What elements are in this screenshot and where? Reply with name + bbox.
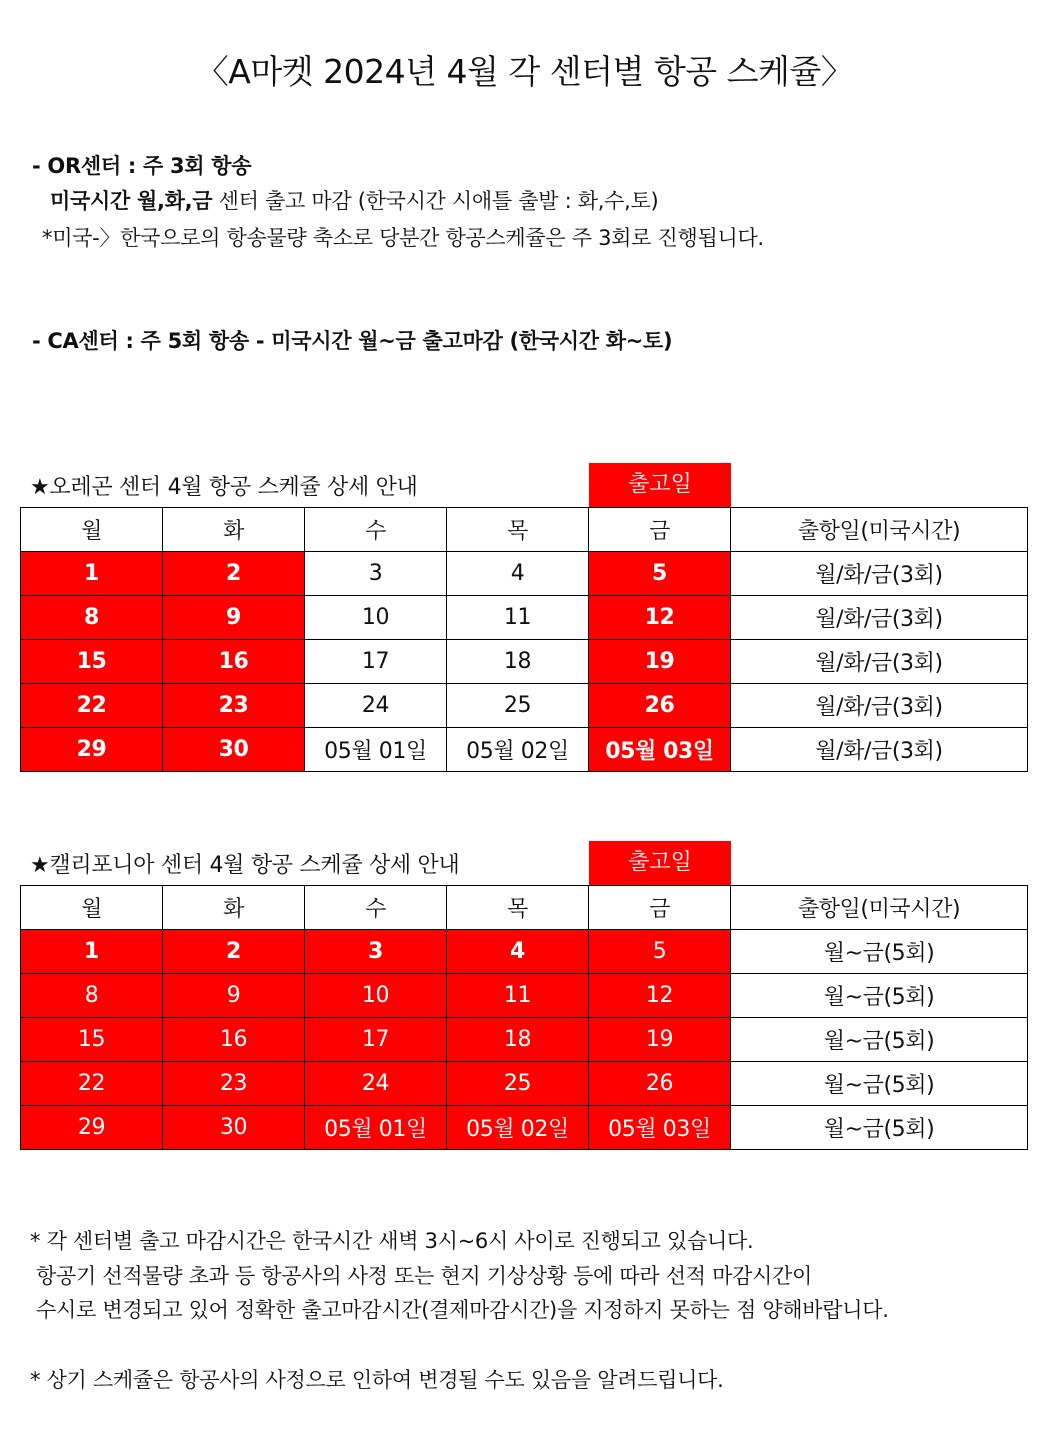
date-cell: 2 [163,930,305,974]
date-cell: 17 [305,640,447,684]
date-cell: 16 [163,1018,305,1062]
column-header: 금 [589,508,731,552]
date-cell: 8 [21,974,163,1018]
page-title: 〈A마켓 2024년 4월 각 센터별 항공 스케쥴〉 [195,52,854,91]
or-center-heading: - OR센터 : 주 3회 항송 [32,154,252,178]
date-cell: 9 [163,596,305,640]
date-cell: 10 [305,596,447,640]
date-cell: 05월 02일 [447,728,589,772]
date-cell: 26 [589,1062,731,1106]
date-cell: 05월 03일 [589,1106,731,1150]
departure-days-cell: 월/화/금(3회) [731,640,1028,684]
departure-days-cell: 월~금(5회) [731,930,1028,974]
california-ship-day-tag: 출고일 [589,841,731,885]
table-row [21,1018,1028,1062]
table-row [21,640,1028,684]
or-center-days: 미국시간 월,화,금 [50,189,213,213]
or-center-notice: *미국-〉한국으로의 항송물량 축소로 당분간 항공스케쥴은 주 3회로 진행됩니다. [42,226,764,250]
date-cell: 29 [21,728,163,772]
column-header: 월 [21,508,163,552]
column-header: 목 [447,508,589,552]
date-cell: 3 [305,552,447,596]
date-cell: 30 [163,728,305,772]
date-cell: 2 [163,552,305,596]
date-cell: 4 [447,930,589,974]
column-header: 출항일(미국시간) [731,508,1028,552]
date-cell: 19 [589,1018,731,1062]
date-cell: 17 [305,1018,447,1062]
date-cell: 9 [163,974,305,1018]
departure-days-cell: 월~금(5회) [731,1106,1028,1150]
date-cell: 05월 01일 [305,1106,447,1150]
date-cell: 10 [305,974,447,1018]
departure-days-cell: 월/화/금(3회) [731,552,1028,596]
date-cell: 18 [447,640,589,684]
date-cell: 23 [163,1062,305,1106]
or-center-schedule-line [50,185,658,215]
date-cell: 22 [21,1062,163,1106]
date-cell: 1 [21,552,163,596]
note-cutoff-reason: 항공기 선적물량 초과 등 항공사의 사정 또는 현지 기상상황 등에 따라 선적 마감시간이 [36,1264,813,1288]
date-cell: 16 [163,640,305,684]
date-cell: 30 [163,1106,305,1150]
california-table-caption: ★캘리포니아 센터 4월 항공 스케쥴 상세 안내 [30,853,460,878]
note-schedule-change: * 상기 스케쥴은 항공사의 사정으로 인하여 변경될 수도 있음을 알려드립니다. [30,1368,724,1392]
date-cell: 11 [447,596,589,640]
date-cell: 05월 03일 [589,728,731,772]
ca-center-heading: - CA센터 : 주 5회 항송 - 미국시간 월~금 출고마감 (한국시간 화~토) [32,329,673,353]
california-schedule-table [20,885,1028,1150]
date-cell: 8 [21,596,163,640]
date-cell: 24 [305,684,447,728]
note-cutoff-apology: 수시로 변경되고 있어 정확한 출고마감시간(결제마감시간)을 지정하지 못하는 점 양해바랍니다. [36,1298,889,1322]
or-center-schedule-rest: 센터 출고 마감 (한국시간 시애틀 출발 : 화,수,토) [212,189,659,213]
date-cell: 18 [447,1018,589,1062]
header-row [21,886,1028,930]
date-cell: 23 [163,684,305,728]
column-header: 수 [305,508,447,552]
table-row [21,552,1028,596]
oregon-ship-day-tag: 출고일 [589,463,731,507]
table-row [21,930,1028,974]
departure-days-cell: 월/화/금(3회) [731,728,1028,772]
date-cell: 12 [589,974,731,1018]
column-header: 수 [305,886,447,930]
date-cell: 5 [589,552,731,596]
column-header: 월 [21,886,163,930]
date-cell: 22 [21,684,163,728]
departure-days-cell: 월/화/금(3회) [731,596,1028,640]
table-row [21,1106,1028,1150]
oregon-schedule-table [20,507,1028,772]
date-cell: 25 [447,1062,589,1106]
table-row [21,974,1028,1018]
date-cell: 05월 01일 [305,728,447,772]
date-cell: 19 [589,640,731,684]
date-cell: 12 [589,596,731,640]
date-cell: 15 [21,1018,163,1062]
date-cell: 4 [447,552,589,596]
departure-days-cell: 월~금(5회) [731,1062,1028,1106]
date-cell: 5 [589,930,731,974]
departure-days-cell: 월/화/금(3회) [731,684,1028,728]
column-header: 출항일(미국시간) [731,886,1028,930]
date-cell: 24 [305,1062,447,1106]
header-row [21,508,1028,552]
departure-days-cell: 월~금(5회) [731,1018,1028,1062]
oregon-table-caption: ★오레곤 센터 4월 항공 스케쥴 상세 안내 [30,475,418,500]
table-row [21,684,1028,728]
column-header: 목 [447,886,589,930]
column-header: 금 [589,886,731,930]
departure-days-cell: 월~금(5회) [731,974,1028,1018]
date-cell: 25 [447,684,589,728]
date-cell: 3 [305,930,447,974]
date-cell: 26 [589,684,731,728]
column-header: 화 [163,886,305,930]
column-header: 화 [163,508,305,552]
table-row [21,1062,1028,1106]
date-cell: 05월 02일 [447,1106,589,1150]
date-cell: 1 [21,930,163,974]
note-cutoff-time: * 각 센터별 출고 마감시간은 한국시간 새벽 3시~6시 사이로 진행되고 있습니다. [30,1229,754,1253]
date-cell: 29 [21,1106,163,1150]
date-cell: 15 [21,640,163,684]
date-cell: 11 [447,974,589,1018]
table-row [21,596,1028,640]
table-row [21,728,1028,772]
